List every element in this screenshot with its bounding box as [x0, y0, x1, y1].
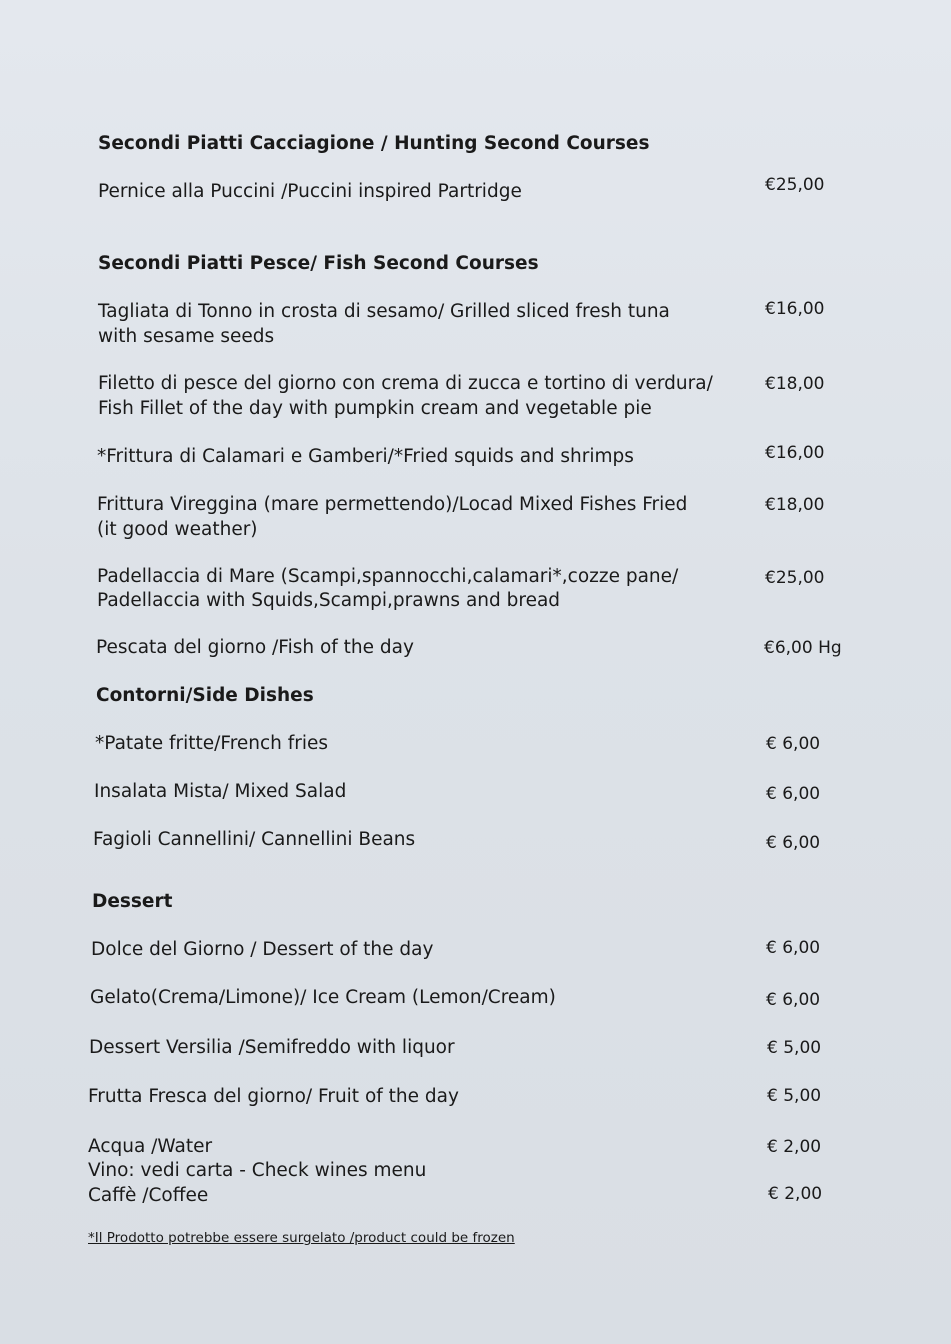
menu-item-tuna: Tagliata di Tonno in crosta di sesamo/ Grilled sliced fresh tuna [98, 301, 670, 322]
menu-item-price: €18,00 [765, 495, 825, 515]
menu-item-fish-fillet-line2: Fish Fillet of the day with pumpkin cream and vegetable pie [98, 398, 652, 419]
menu-item-fruit-of-day: Frutta Fresca del giorno/ Fruit of the day [88, 1086, 459, 1107]
menu-item-semifreddo: Dessert Versilia /Semifreddo with liquor [89, 1037, 455, 1058]
menu-item-fried-squids: *Frittura di Calamari e Gamberi/*Fried squids and shrimps [97, 446, 634, 467]
section-heading-hunting: Secondi Piatti Cacciagione / Hunting Second Courses [98, 133, 650, 154]
section-heading-side-dishes: Contorni/Side Dishes [96, 685, 314, 706]
menu-item-mixed-salad: Insalata Mista/ Mixed Salad [94, 781, 347, 802]
menu-item-price: €18,00 [765, 374, 825, 394]
menu-item-dessert-of-day: Dolce del Giorno / Dessert of the day [91, 939, 434, 960]
menu-item-ice-cream: Gelato(Crema/Limone)/ Ice Cream (Lemon/Cream) [90, 987, 556, 1008]
section-heading-dessert: Dessert [92, 891, 173, 912]
drink-price: € 2,00 [768, 1184, 823, 1204]
menu-item-price: €16,00 [765, 443, 825, 463]
menu-item-price: € 5,00 [767, 1038, 822, 1058]
menu-item-price: € 6,00 [766, 938, 821, 958]
menu-item-price: € 6,00 [766, 833, 821, 853]
menu-item-mixed-fried: Frittura Vireggina (mare permettendo)/Locad Mixed Fishes Fried [97, 494, 688, 515]
menu-item-tuna-line2: with sesame seeds [98, 326, 275, 347]
drink-water: Acqua /Water [88, 1136, 213, 1157]
menu-item-price: €25,00 [765, 175, 825, 195]
menu-item-french-fries: *Patate fritte/French fries [95, 733, 329, 754]
menu-item-price: € 6,00 [766, 734, 821, 754]
menu-item-padellaccia: Padellaccia di Mare (Scampi,spannocchi,calamari*,cozze pane/ [97, 566, 679, 587]
menu-item-fish-of-day: Pescata del giorno /Fish of the day [96, 637, 414, 658]
drink-coffee: Caffè /Coffee [88, 1185, 209, 1206]
menu-item-padellaccia-line2: Padellaccia with Squids,Scampi,prawns and bread [97, 590, 561, 611]
section-heading-fish: Secondi Piatti Pesce/ Fish Second Courses [98, 253, 539, 274]
menu-item-partridge: Pernice alla Puccini /Puccini inspired Partridge [98, 181, 522, 202]
menu-item-price: €25,00 [765, 568, 825, 588]
menu-item-price: € 5,00 [767, 1086, 822, 1106]
menu-item-price: €16,00 [765, 299, 825, 319]
menu-item-mixed-fried-line2: (it good weather) [97, 519, 258, 540]
menu-item-beans: Fagioli Cannellini/ Cannellini Beans [93, 829, 416, 850]
menu-item-price: € 6,00 [766, 784, 821, 804]
drink-wine-note: Vino: vedi carta - Check wines menu [88, 1160, 427, 1181]
menu-item-price: €6,00 Hg [764, 638, 842, 658]
menu-item-price: € 6,00 [766, 990, 821, 1010]
frozen-product-footnote: *Il Prodotto potrebbe essere surgelato /product could be frozen [88, 1230, 515, 1246]
drink-price: € 2,00 [767, 1137, 822, 1157]
menu-item-fish-fillet: Filetto di pesce del giorno con crema di zucca e tortino di verdura/ [98, 373, 713, 394]
